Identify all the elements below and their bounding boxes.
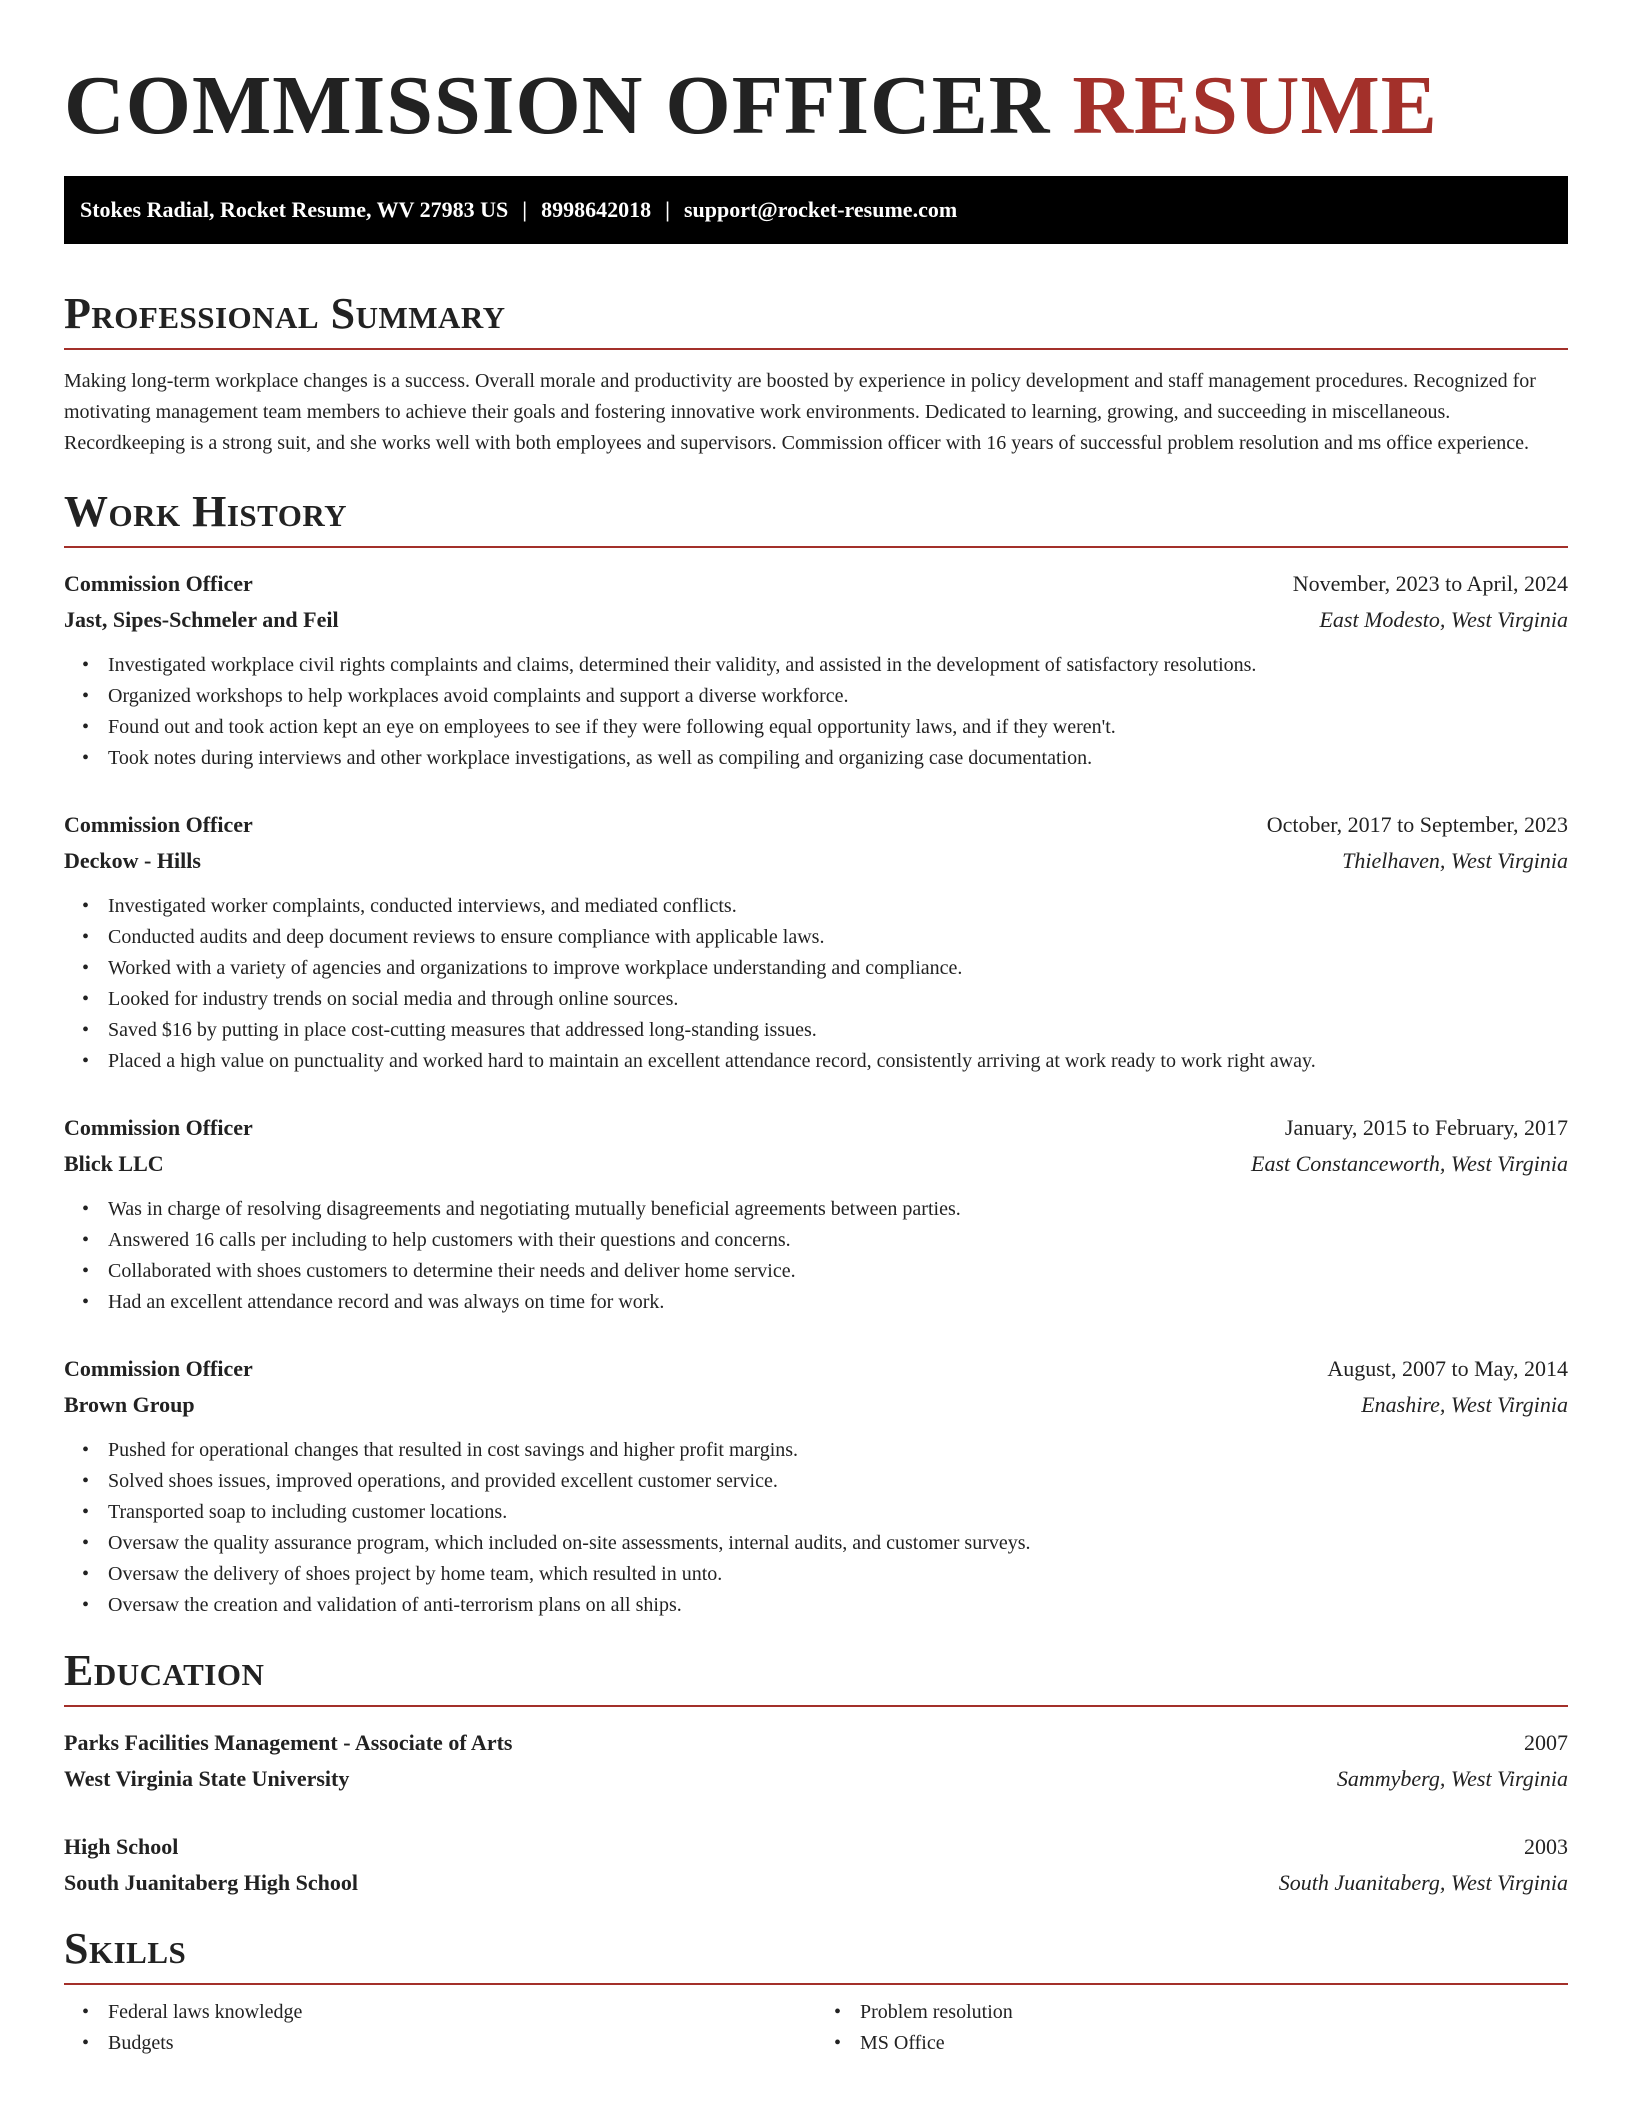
section-divider: [64, 348, 1568, 350]
job-title: Commission Officer: [64, 812, 253, 837]
job-bullet: • Solved shoes issues, improved operations, and provided excellent customer service.: [108, 1466, 1568, 1497]
education-year: 2007: [1524, 1730, 1568, 1755]
skill-item: • MS Office: [860, 2028, 1568, 2059]
section-heading-education: Education: [64, 1646, 265, 1695]
job-bullets: [64, 1435, 1568, 1621]
skills-columns: [64, 1997, 1568, 2059]
skills-section: [64, 1921, 1568, 2059]
title-main: COMMISSION OFFICER: [64, 59, 1051, 152]
job-location: East Constanceworth, West Virginia: [1251, 1151, 1568, 1176]
education-school-row: [64, 1865, 1568, 1901]
job-bullet: • Worked with a variety of agencies and organizations to improve workplace understanding and compliance.: [108, 953, 1568, 984]
contact-bar: [64, 176, 1568, 244]
section-divider: [64, 1983, 1568, 1985]
job-bullet: • Took notes during interviews and other workplace investigations, as well as compiling and organizing case documentation.: [108, 743, 1568, 774]
job-title-row: [64, 807, 1568, 843]
skills-list-left: [64, 1997, 816, 2059]
education-degree: Parks Facilities Management - Associate of Arts: [64, 1730, 513, 1755]
education-entry: [64, 1725, 1568, 1797]
job-bullet: • Placed a high value on punctuality and worked hard to maintain an excellent attendance record, consistently arriving at work ready to work right away.: [108, 1046, 1568, 1077]
section-heading-work-history: Work History: [64, 487, 348, 536]
job-entry: [64, 807, 1568, 1077]
job-bullet: • Pushed for operational changes that resulted in cost savings and higher profit margins.: [108, 1435, 1568, 1466]
job-entry: [64, 1351, 1568, 1621]
education-location: South Juanitaberg, West Virginia: [1278, 1870, 1568, 1895]
job-bullet: • Transported soap to including customer locations.: [108, 1497, 1568, 1528]
education-year: 2003: [1524, 1834, 1568, 1859]
job-bullet: • Had an excellent attendance record and was always on time for work.: [108, 1287, 1568, 1318]
summary-section: [64, 286, 1568, 459]
section-divider: [64, 1705, 1568, 1707]
job-title-row: [64, 1110, 1568, 1146]
job-company: Deckow - Hills: [64, 848, 201, 873]
summary-text: Making long-term workplace changes is a success. Overall morale and productivity are boosted by experience in policy development and staff management procedures. Recognized for motivating management team members to achieve their goals and fostering innovative work environments. Dedicated to learning, growing, and succeeding in miscellaneous. Recordkeeping is a strong suit, and she works well with both employees and supervisors. Commission officer with 16 years of successful problem resolution and ms office experience.: [64, 370, 1536, 454]
job-dates: November, 2023 to April, 2024: [1292, 571, 1568, 596]
education-school-row: [64, 1761, 1568, 1797]
contact-separator: |: [522, 197, 528, 222]
job-location: Enashire, West Virginia: [1361, 1392, 1568, 1417]
job-bullet: • Found out and took action kept an eye on employees to see if they were following equal opportunity laws, and if they weren't.: [108, 712, 1568, 743]
skill-item: • Problem resolution: [860, 1997, 1568, 2028]
education-section: [64, 1643, 1568, 1901]
job-bullet: • Conducted audits and deep document reviews to ensure compliance with applicable laws.: [108, 922, 1568, 953]
job-bullets: [64, 650, 1568, 774]
job-company-row: [64, 843, 1568, 879]
education-school: West Virginia State University: [64, 1766, 350, 1791]
education-degree: High School: [64, 1834, 179, 1859]
title-accent: RESUME: [1072, 59, 1438, 152]
education-degree-row: [64, 1725, 1568, 1761]
job-location: Thielhaven, West Virginia: [1342, 848, 1568, 873]
job-bullet: • Was in charge of resolving disagreements and negotiating mutually beneficial agreements between parties.: [108, 1194, 1568, 1225]
section-heading-summary: Professional Summary: [64, 289, 506, 338]
job-entry: [64, 566, 1568, 774]
job-bullet: • Oversaw the creation and validation of anti-terrorism plans on all ships.: [108, 1590, 1568, 1621]
education-degree-row: [64, 1829, 1568, 1865]
job-bullet: • Looked for industry trends on social media and through online sources.: [108, 984, 1568, 1015]
skill-item: • Federal laws knowledge: [108, 1997, 816, 2028]
job-dates: October, 2017 to September, 2023: [1266, 812, 1568, 837]
job-dates: August, 2007 to May, 2014: [1327, 1356, 1568, 1381]
job-company: Brown Group: [64, 1392, 195, 1417]
job-bullet: • Investigated workplace civil rights complaints and claims, determined their validity, and assisted in the development of satisfactory resolutions.: [108, 650, 1568, 681]
job-company-row: [64, 1146, 1568, 1182]
education-location: Sammyberg, West Virginia: [1336, 1766, 1568, 1791]
skill-item: • Budgets: [108, 2028, 816, 2059]
contact-address: Stokes Radial, Rocket Resume, WV 27983 US: [80, 197, 509, 222]
skills-list-right: [816, 1997, 1568, 2059]
job-title: Commission Officer: [64, 1356, 253, 1381]
job-bullet: • Collaborated with shoes customers to determine their needs and deliver home service.: [108, 1256, 1568, 1287]
job-bullet: • Oversaw the quality assurance program, which included on-site assessments, internal audits, and customer surveys.: [108, 1528, 1568, 1559]
resume-title: [64, 0, 1568, 156]
job-bullets: [64, 1194, 1568, 1318]
contact-email[interactable]: support@rocket-resume.com: [683, 197, 958, 222]
job-title-row: [64, 1351, 1568, 1387]
job-dates: January, 2015 to February, 2017: [1284, 1115, 1568, 1140]
job-bullet: • Answered 16 calls per including to help customers with their questions and concerns.: [108, 1225, 1568, 1256]
job-bullet: • Organized workshops to help workplaces avoid complaints and support a diverse workforce.: [108, 681, 1568, 712]
job-bullets: [64, 891, 1568, 1077]
job-title: Commission Officer: [64, 571, 253, 596]
job-company-row: [64, 1387, 1568, 1423]
work-history-section: [64, 484, 1568, 1621]
contact-separator: |: [665, 197, 670, 222]
job-company: Blick LLC: [64, 1151, 164, 1176]
job-bullet: • Investigated worker complaints, conducted interviews, and mediated conflicts.: [108, 891, 1568, 922]
education-entry: [64, 1829, 1568, 1901]
job-bullet: • Saved $16 by putting in place cost-cutting measures that addressed long-standing issues.: [108, 1015, 1568, 1046]
job-bullet: • Oversaw the delivery of shoes project by home team, which resulted in unto.: [108, 1559, 1568, 1590]
job-company: Jast, Sipes-Schmeler and Feil: [64, 607, 339, 632]
section-heading-skills: Skills: [64, 1924, 187, 1973]
job-entry: [64, 1110, 1568, 1318]
job-title-row: [64, 566, 1568, 602]
job-location: East Modesto, West Virginia: [1319, 607, 1568, 632]
job-company-row: [64, 602, 1568, 638]
contact-phone: 8998642018: [541, 197, 652, 222]
section-divider: [64, 546, 1568, 548]
job-title: Commission Officer: [64, 1115, 253, 1140]
education-school: South Juanitaberg High School: [64, 1870, 359, 1895]
